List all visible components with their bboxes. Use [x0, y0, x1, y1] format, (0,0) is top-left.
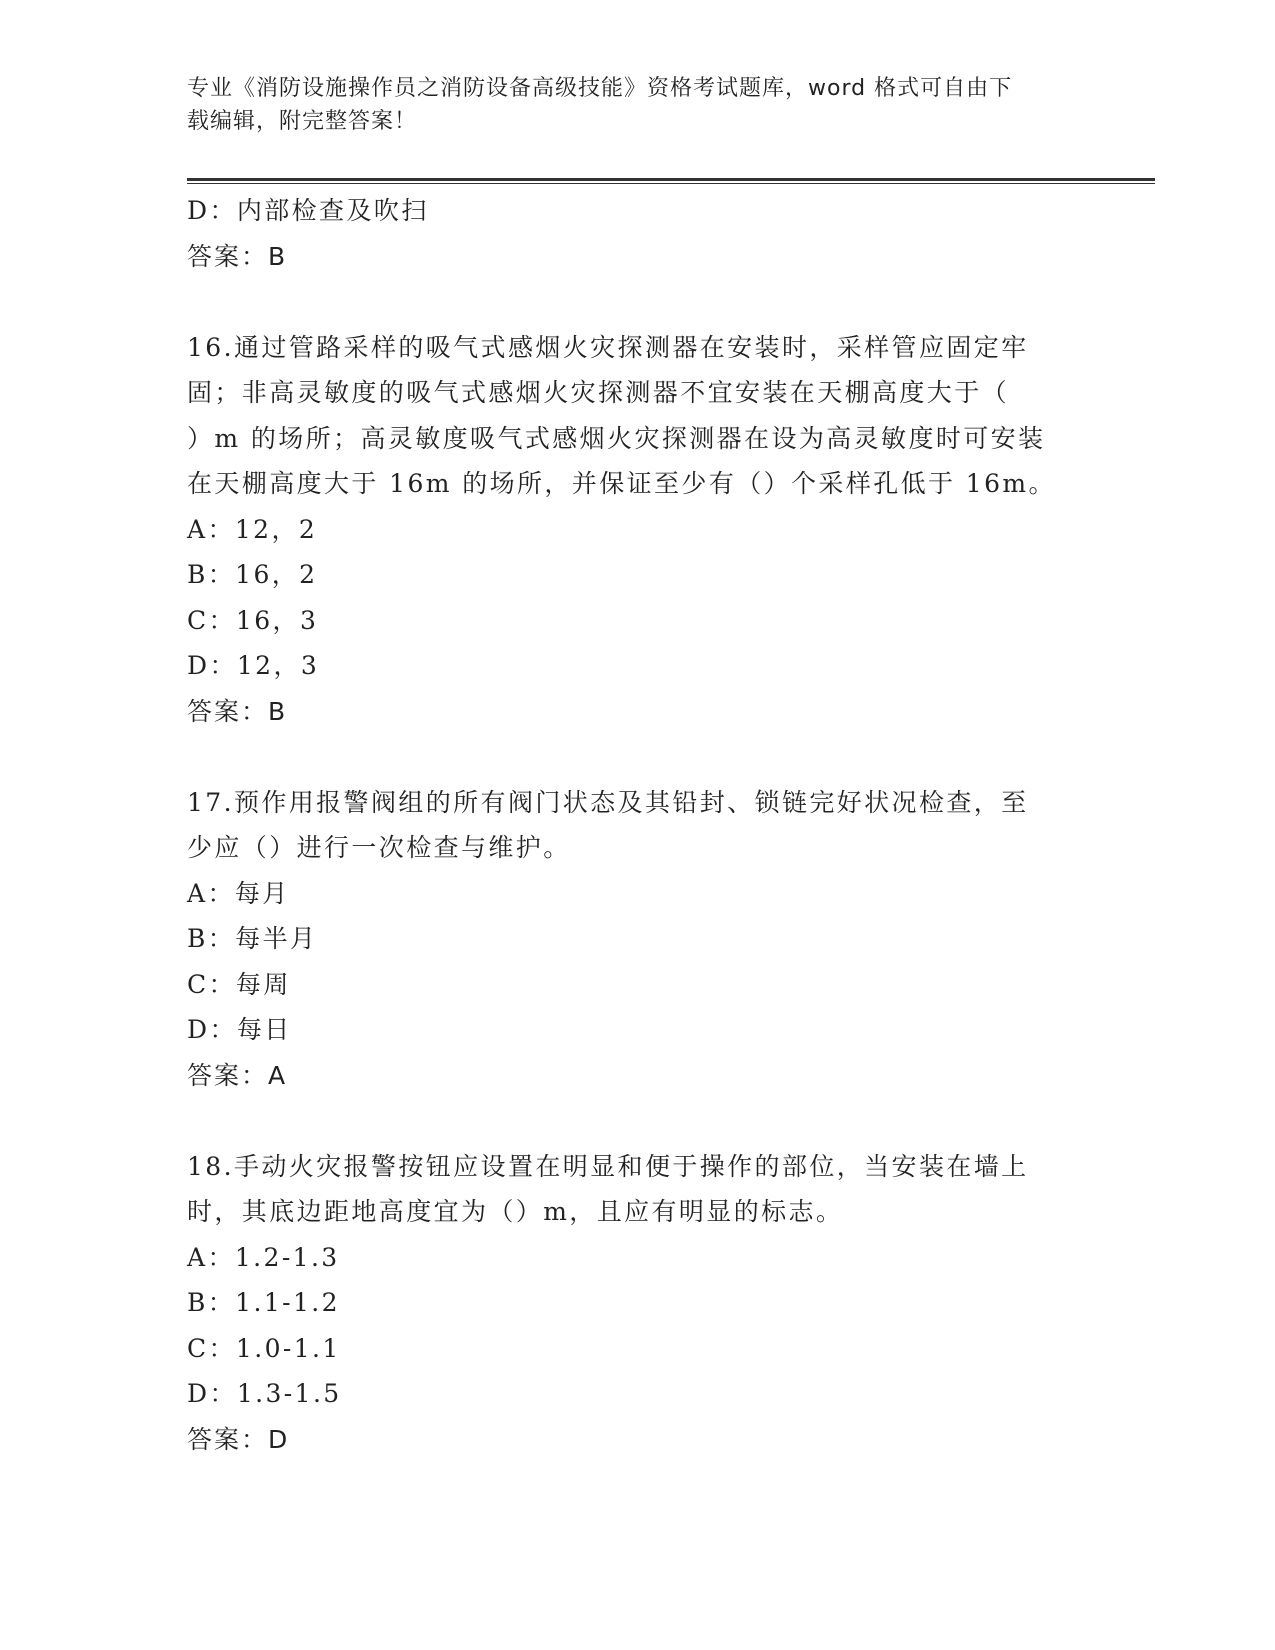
question-17	[187, 780, 1087, 1099]
question-17-option-a: A：每月	[187, 878, 290, 908]
header-line-1: 专业《消防设施操作员之消防设备高级技能》资格考试题库，word 格式可自由下	[187, 76, 1013, 101]
question-17-option-c: C：每周	[187, 969, 291, 999]
question-list	[187, 188, 1087, 1462]
question-16-line-2: 固；非高灵敏度的吸气式感烟火灾探测器不宜安装在天棚高度大于（	[187, 378, 1010, 407]
question-18-line-1: 18.手动火灾报警按钮应设置在明显和便于操作的部位，当安装在墙上	[187, 1151, 1029, 1181]
question-16	[187, 325, 1087, 735]
question-16-line-3: ）m 的场所；高灵敏度吸气式感烟火灾探测器在设为高灵敏度时可安装	[187, 423, 1046, 453]
header-divider-thick	[187, 178, 1155, 181]
question-16-option-b: B：16，2	[187, 560, 318, 589]
question-16-answer: 答案：B	[187, 696, 288, 726]
question-18-option-b: B：1.1-1.2	[187, 1288, 340, 1317]
question-16-line-1: 16.通过管路采样的吸气式感烟火灾探测器在安装时，采样管应固定牢	[187, 332, 1029, 362]
question-17-option-d: D：每日	[187, 1015, 292, 1044]
spacer	[187, 279, 1087, 325]
question-18-line-2: 时，其底边距地高度宜为（）m，且应有明显的标志。	[187, 1197, 844, 1226]
question-17-line-2: 少应（）进行一次检查与维护。	[187, 833, 571, 862]
question-17-line-1: 17.预作用报警阀组的所有阀门状态及其铅封、锁链完好状况检查，至	[187, 787, 1029, 817]
document-header	[187, 72, 1087, 138]
header-line-2: 载编辑，附完整答案！	[187, 109, 418, 134]
spacer	[187, 1098, 1087, 1144]
question-18-option-d: D：1.3-1.5	[187, 1379, 342, 1408]
question-17-option-b: B：每半月	[187, 924, 318, 953]
question-18	[187, 1144, 1087, 1463]
question-16-option-c: C：16，3	[187, 605, 319, 635]
prev-answer: 答案：B	[187, 241, 288, 271]
question-16-option-d: D：12，3	[187, 651, 320, 680]
question-16-option-a: A：12，2	[187, 514, 318, 544]
spacer	[187, 734, 1087, 780]
header-divider-thin	[187, 183, 1155, 184]
question-18-option-a: A：1.2-1.3	[187, 1242, 340, 1272]
prev-option-d: D：内部检查及吹扫	[187, 196, 429, 225]
question-16-line-4: 在天棚高度大于 16m 的场所，并保证至少有（）个采样孔低于 16m。	[187, 469, 1056, 498]
question-17-answer: 答案：A	[187, 1060, 288, 1090]
question-18-option-c: C：1.0-1.1	[187, 1333, 341, 1363]
question-18-answer: 答案：D	[187, 1424, 290, 1454]
